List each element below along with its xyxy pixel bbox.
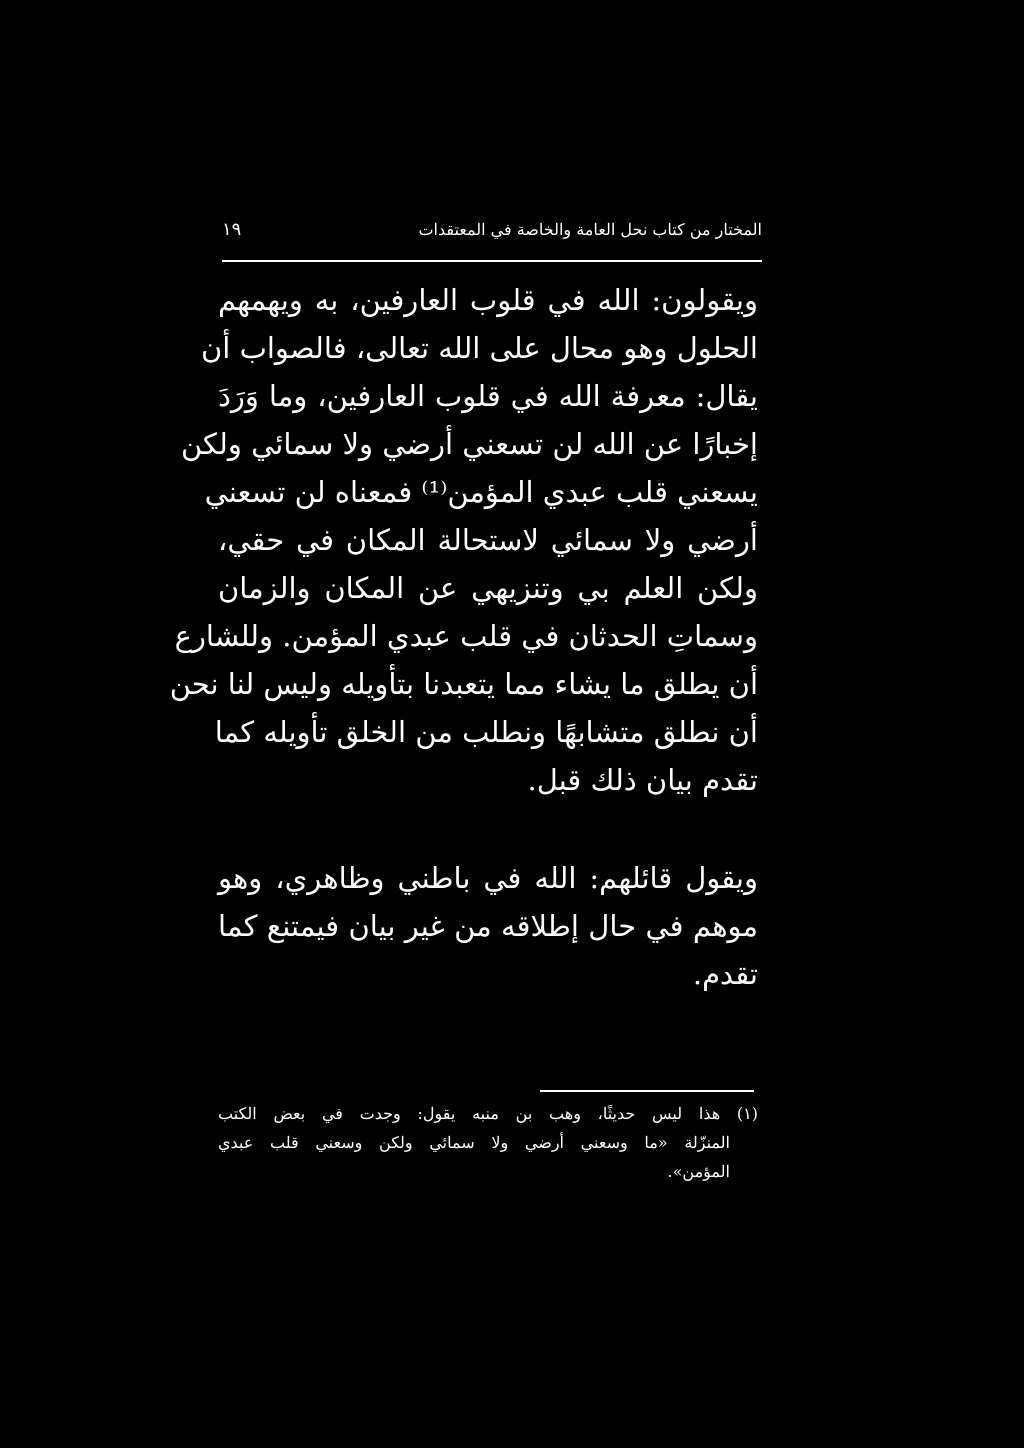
footnote-line: (١) هذا ليس حديثًا، وهب بن منبه يقول: وجدت في بعض الكتب — [218, 1104, 758, 1123]
paragraph-spacer — [218, 804, 758, 854]
running-header — [222, 214, 762, 244]
text-line: يقال: معرفة الله في قلوب العارفين، وما وَرَدَ — [218, 379, 758, 413]
text-line: وسماتِ الحدثان في قلب عبدي المؤمن. وللشارع — [174, 619, 758, 653]
footnote-line: المنزّلة «ما وسعني أرضي ولا سمائي ولكن وسعني قلب عبدي — [218, 1133, 730, 1152]
text-line: تقدم بيان ذلك قبل. — [527, 763, 758, 797]
page-number: ١٩ — [222, 218, 242, 240]
text-line: يسعني قلب عبدي المؤمن⁽¹⁾ فمعناه لن تسعني — [204, 475, 758, 509]
text-line: ويقولون: الله في قلوب العارفين، به ويهمهم — [218, 283, 758, 317]
text-line: الحلول وهو محال على الله تعالى، فالصواب أن — [201, 331, 758, 365]
footnote-line: المؤمن». — [667, 1162, 730, 1181]
text-line: إخبارًا عن الله لن تسعني أرضي ولا سمائي ولكن — [180, 427, 758, 461]
book-title: المختار من كتاب نحل العامة والخاصة في المعتقدات — [418, 219, 762, 239]
footnotes — [218, 1099, 758, 1186]
footnote-divider — [540, 1090, 754, 1092]
text-line: ولكن العلم بي وتنزيهي عن المكان والزمان — [218, 571, 758, 605]
main-text — [169, 276, 758, 998]
text-line: ويقول قائلهم: الله في باطني وظاهري، وهو — [218, 861, 758, 895]
header-divider — [222, 260, 762, 262]
text-line: أن يطلق ما يشاء مما يتعبدنا بتأويله وليس لنا نحن — [169, 667, 758, 701]
text-line: موهم في حال إطلاقه من غير بيان فيمتنع كما — [218, 909, 758, 943]
text-line: أن نطلق متشابهًا ونطلب من الخلق تأويله كما — [214, 715, 758, 749]
text-line: تقدم. — [692, 957, 758, 991]
text-line: أرضي ولا سمائي لاستحالة المكان في حقي، — [218, 523, 758, 557]
